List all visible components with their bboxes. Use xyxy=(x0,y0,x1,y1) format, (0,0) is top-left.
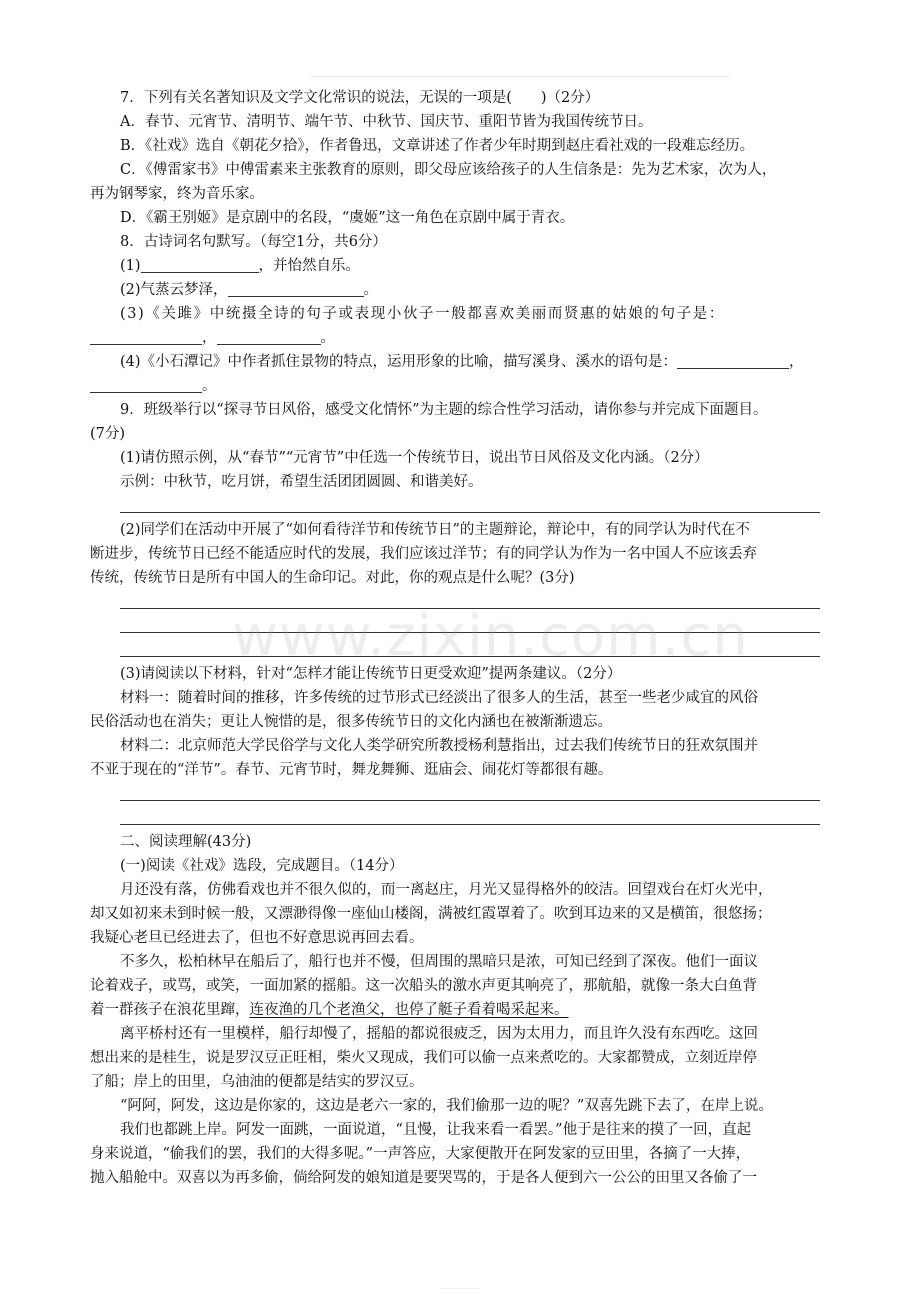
q7-stem: 7．下列有关名著知识及文学文化常识的说法，无误的一项是( )（2分） xyxy=(120,90,600,106)
passage-p2-line-2: 论着戏子，或骂，或笑，一面加紧的摇船。这一次船头的激水声更其响亮了，那航船，就像一条大白鱼背 xyxy=(90,978,757,994)
passage-p4-line-1: “阿阿，阿发，这边是你家的，这边是老六一家的，我们偷那一边的呢？”双喜先跳下去了，在岸上说。 xyxy=(120,1098,773,1114)
q9-material-1-line-1: 材料一：随着时间的推移，许多传统的过节形式已经淡出了很多人的生活，甚至一些老少咸宜的风俗 xyxy=(120,690,758,706)
footer-rule xyxy=(440,1288,480,1289)
q9-stem: 9．班级举行以“探寻节日风俗，感受文化情怀”为主题的综合性学习活动，请你参与并完成下面题目。 xyxy=(120,402,768,418)
q8-blank-4[interactable] xyxy=(217,327,321,345)
q8-item-3-answers xyxy=(90,326,838,350)
q8-item-3-sep: ， xyxy=(202,330,217,346)
q8-item-3-end: 。 xyxy=(320,330,335,346)
q9-material-1-line-2: 民俗活动也在消失；更让人惋惜的是，很多传统节日的文化内涵也在被渐渐遗忘。 xyxy=(90,714,612,730)
passage-p5-line-2: 身来说道，“偷我们的罢，我们的大得多呢。”一声答应，大家便散开在阿发家的豆田里，各摘了一大捧， xyxy=(90,1146,751,1162)
q9-sub-1-answer-line[interactable] xyxy=(90,494,838,518)
passage-p1-line-2: 却又如初来未到时候一般，又漂渺得像一座仙山楼阁，满被红霞罩着了。吹到耳边来的又是横笛，很悠扬； xyxy=(90,906,772,922)
passage-p2-line-1: 不多久，松柏林早在船后了，船行也并不慢，但周围的黑暗只是浓，可知已经到了深夜。他们一面议 xyxy=(120,954,758,970)
q9-sub-2-answer-line-2[interactable] xyxy=(90,614,838,638)
q9-material-2-line-1: 材料二：北京师范大学民俗学与文化人类学研究所教授杨利慧指出，过去我们传统节日的狂欢氛围并 xyxy=(120,738,758,754)
q8-item-3: (3)《关雎》中统摄全诗的句子或表现小伙子一般都喜欢美丽而贤惠的姑娘的句子是： xyxy=(120,306,725,322)
q8-stem: 8．古诗词名句默写。（每空1分，共6分） xyxy=(120,234,387,250)
q9-sub-2-answer-line-1[interactable] xyxy=(90,590,838,614)
passage-p5-line-3: 抛入船舱中。双喜以为再多偷，倘给阿发的娘知道是要哭骂的，于是各人便到六一公公的田里又各偷了一 xyxy=(90,1170,757,1186)
q7-option-d: D．《霸王别姬》是京剧中的名段，“虞姬”这一角色在京剧中属于青衣。 xyxy=(120,210,575,226)
q8-item-2-prefix: (2)气蒸云梦泽， xyxy=(120,282,228,298)
q9-sub-3-answer-line-1[interactable] xyxy=(90,782,838,806)
q9-material-2-line-2: 不亚于现在的“洋节”。春节、元宵节时，舞龙舞狮、逛庙会、闹花灯等都很有趣。 xyxy=(90,762,613,778)
q7-option-a: A．春节、元宵节、清明节、端午节、中秋节、国庆节、重阳节皆为我国传统节日。 xyxy=(120,114,653,130)
header-rule xyxy=(310,76,730,77)
q8-item-4-answers xyxy=(90,374,838,398)
passage-p3-line-3: 了船；岸上的田里，乌油油的便都是结实的罗汉豆。 xyxy=(90,1074,424,1090)
q8-blank-3[interactable] xyxy=(90,327,202,345)
q9-example: 示例：中秋节，吃月饼，希望生活团团圆圆、和谐美好。 xyxy=(120,474,483,490)
reading-part-1-title: (一)阅读《社戏》选段，完成题目。（14分） xyxy=(120,858,404,874)
passage-p2-line-3-plain: 着一群孩子在浪花里蹿， xyxy=(90,1002,250,1018)
passage-p1-line-3: 我疑心老旦已经进去了，但也不好意思说再回去看。 xyxy=(90,930,424,946)
passage-p3-line-2: 想出来的是桂生，说是罗汉豆正旺相，柴火又现成，我们可以偷一点来煮吃的。大家都赞成，立刻近岸停 xyxy=(90,1050,757,1066)
q9-sub-3-answer-line-2[interactable] xyxy=(90,806,838,830)
q8-item-4-end: 。 xyxy=(202,378,217,394)
q7-option-c-cont: 再为钢琴家，终为音乐家。 xyxy=(90,186,264,202)
q8-item-1-prefix: (1) xyxy=(120,258,141,274)
q8-item-4-text: (4)《小石潭记》中作者抓住景物的特点，运用形象的比喻，描写溪身、溪水的语句是： xyxy=(120,354,678,370)
q8-blank-5[interactable] xyxy=(677,351,789,369)
page-content xyxy=(90,86,838,1190)
q8-item-1-suffix: ，并怡然自乐。 xyxy=(258,258,361,274)
q9-sub-2-answer-line-3[interactable] xyxy=(90,638,838,662)
q9-sub-2-line-2: 断进步，传统节日已经不能适应时代的发展，我们应该过洋节；有的同学认为作为一名中国人不应该丢弃 xyxy=(90,546,757,562)
passage-underlined-sentence: 连夜渔的几个老渔父，也停了艇子看着喝采起来。 xyxy=(249,1002,569,1018)
q8-item-2 xyxy=(90,278,838,302)
passage-p5-line-1: 我们也都跳上岸。阿发一面跳，一面说道，“且慢，让我来看一看罢。”他于是往来的摸了一回，直起 xyxy=(120,1122,752,1138)
q8-blank-1[interactable] xyxy=(141,255,259,273)
passage-p1-line-1: 月还没有落，仿佛看戏也并不很久似的，而一离赵庄，月光又显得格外的皎洁。回望戏台在灯火光中， xyxy=(120,882,773,898)
q7-option-b: B．《社戏》选自《朝花夕拾》，作者鲁迅，文章讲述了作者少年时期到赵庄看社戏的一段难忘经历。 xyxy=(120,138,755,154)
q9-sub-1: (1)请仿照示例，从“春节”“元宵节”中任选一个传统节日，说出节日风俗及文化内涵。（2分） xyxy=(120,450,709,466)
q9-sub-2-line-1: (2)同学们在活动中开展了“如何看待洋节和传统节日”的主题辩论，辩论中，有的同学认为时代在不 xyxy=(120,522,750,538)
section-2-title: 二、阅读理解(43分) xyxy=(120,834,252,850)
q8-item-1 xyxy=(90,254,838,278)
q9-stem-score: (7分) xyxy=(90,426,126,442)
q8-blank-2[interactable] xyxy=(228,279,364,297)
q8-item-2-suffix: 。 xyxy=(363,282,379,298)
q7-option-c: C．《傅雷家书》中傅雷素来主张教育的原则，即父母应该给孩子的人生信条是：先为艺术家，次为人， xyxy=(120,162,777,178)
passage-p2-line-3 xyxy=(90,998,838,1022)
q8-item-4 xyxy=(90,350,838,374)
q8-item-4-sep: ， xyxy=(789,354,804,370)
watermark-text: www.zixin.com.cn xyxy=(232,604,749,669)
passage-p3-line-1: 离平桥村还有一里模样，船行却慢了，摇船的都说很疲乏，因为太用力，而且许久没有东西吃。这回 xyxy=(120,1026,758,1042)
q9-sub-2-line-3: 传统，传统节日是所有中国人的生命印记。对此，你的观点是什么呢？(3分) xyxy=(90,570,575,586)
q8-blank-6[interactable] xyxy=(90,375,202,393)
q9-sub-3: (3)请阅读以下材料，针对“怎样才能让传统节日更受欢迎”提两条建议。（2分） xyxy=(120,666,622,682)
